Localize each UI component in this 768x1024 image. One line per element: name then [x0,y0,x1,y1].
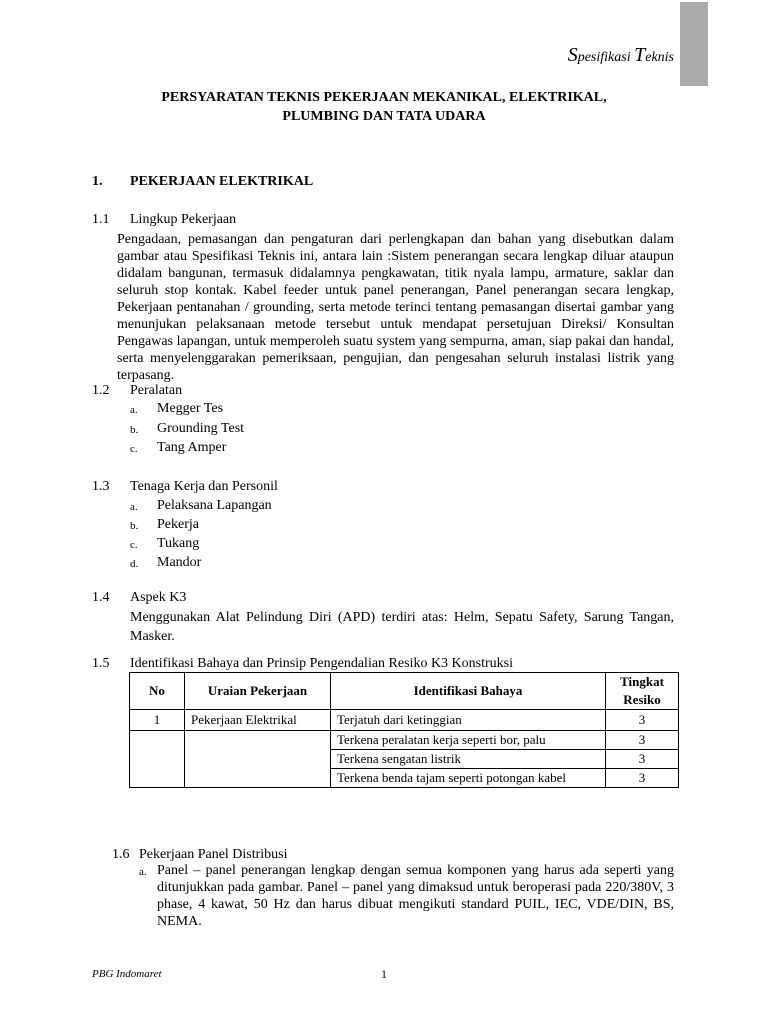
subsection-number-1-2: 1.2 [92,383,110,398]
list-item: Pelaksana Lapangan [157,498,272,513]
list-item: Pekerja [157,517,199,532]
running-header [568,44,674,67]
footer-company: PBG Indomaret [92,968,162,980]
table-cell: 1 [130,710,185,731]
column-header: Identifikasi Bahaya [331,673,606,710]
list-letter: b. [130,520,139,532]
table-cell: Pekerjaan Elektrikal [185,710,331,731]
table-cell [130,731,185,788]
table-cell [185,731,331,788]
document-title-line-1: PERSYARATAN TEKNIS PEKERJAAN MEKANIKAL, ELEKTRIKAL, [161,90,607,105]
subsection-title-1-4: Aspek K3 [130,590,187,605]
k3-paragraph: Menggunakan Alat Pelindung Diri (APD) terdiri atas: Helm, Sepatu Safety, Sarung Tangan, Masker. [130,610,674,644]
header-initial-t: T [634,44,646,66]
subsection-number-1-3: 1.3 [92,479,110,494]
page-edge-tab [680,2,708,86]
list-letter: a. [130,404,138,416]
section-title: PEKERJAAN ELEKTRIKAL [130,174,314,189]
table-row [130,731,679,750]
table-cell: 3 [606,769,679,788]
header-word-2: eknis [645,50,674,65]
column-header: Tingkat Resiko [606,673,679,710]
list-item: Grounding Test [157,421,245,436]
document-title-line-2: PLUMBING DAN TATA UDARA [282,109,486,124]
table-header-row [130,673,679,710]
table-cell: Terkena sengatan listrik [331,750,606,769]
table-cell: 3 [606,731,679,750]
table-row [130,710,679,731]
scope-paragraph: Pengadaan, pemasangan dan pengaturan dari perlengkapan dan bahan yang disebutkan dalam gambar atau Spesifikasi Teknis ini, antara lain :Sistem penerangan secara lengkap diluar ataupun didalam bangunan, termasuk didalamnya pengkawatan, titik nyala lampu, armature, saklar dan seluruh stop kontak. Kabel feeder untuk panel penerangan, Panel penerangan secara lengkap, Pekerjaan pentanahan / grounding, serta metode terinci tentang pemasangan disertai gambar yang menunjukan pelaksanaan metode tersebut untuk mendapat persetujuan Direksi/ Konsultan Pengawas lapangan, untuk memperoleh suatu system yang sempurna, aman, siap pakai dan handal, serta menyelenggarakan pemeriksaan, pengujian, dan pengesahan seluruh instalasi listrik yang terpasang. [117,232,674,383]
panel-paragraph: Panel – panel penerangan lengkap dengan semua komponen yang harus ada seperti yang ditunjukkan pada gambar. Panel – panel yang dimaksud untuk beroperasi pada 220/380V, 3 phase, 4 kawat, 50 Hz dan harus dibuat mengikuti standard PUIL, IEC, VDE/DIN, BS, NEMA. [157,863,674,929]
section-number: 1. [92,174,103,189]
column-header: Uraian Pekerjaan [185,673,331,710]
table-cell: Terkena peralatan kerja seperti bor, palu [331,731,606,750]
subsection-title-1-3: Tenaga Kerja dan Personil [130,479,278,494]
table-cell: 3 [606,750,679,769]
list-letter: a. [139,866,147,878]
list-letter: a. [130,501,138,513]
list-letter: c. [130,539,138,551]
subsection-title-1-5: Identifikasi Bahaya dan Prinsip Pengendalian Resiko K3 Konstruksi [130,656,513,671]
page-number: 1 [381,967,387,981]
subsection-number-1-5: 1.5 [92,656,110,671]
column-header: No [130,673,185,710]
list-item: Megger Tes [157,401,224,416]
table-cell: 3 [606,710,679,731]
header-initial-s: S [567,44,578,66]
header-word-1: pesifikasi [577,50,635,65]
subsection-title-1-6: Pekerjaan Panel Distribusi [139,847,288,862]
table-cell: Terkena benda tajam seperti potongan kabel [331,769,606,788]
hazard-table [129,672,679,788]
subsection-number-1-4: 1.4 [92,590,110,605]
list-item: Tang Amper [157,440,227,455]
subsection-title-1-2: Peralatan [130,383,183,398]
table-cell: Terjatuh dari ketinggian [331,710,606,731]
list-item: Tukang [157,536,200,551]
document-title [90,88,678,126]
list-letter: b. [130,424,139,436]
list-item: Mandor [157,555,202,570]
list-letter: c. [130,443,138,455]
subsection-title-1-1: Lingkup Pekerjaan [130,212,237,227]
subsection-number-1-6: 1.6 [112,847,130,862]
list-letter: d. [130,558,139,570]
subsection-number-1-1: 1.1 [92,212,110,227]
